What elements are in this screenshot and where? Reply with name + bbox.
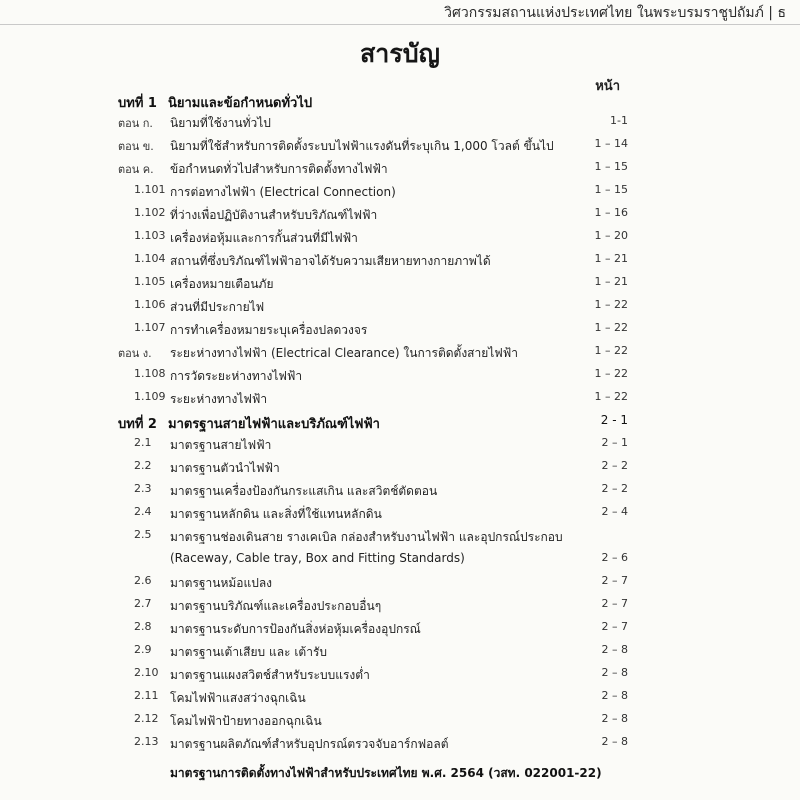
running-title: วิศวกรรมสถานแห่งประเทศไทย ในพระบรมราชูปถัมภ์ | ธ bbox=[444, 5, 786, 21]
toc-row[interactable] bbox=[0, 597, 800, 619]
toc-entry-title: มาตรฐานเต้าเสียบ และ เต้ารับ bbox=[170, 645, 328, 659]
toc-entry-page: 1-1 bbox=[610, 114, 628, 127]
toc-entry-number: ตอน ค. bbox=[118, 163, 154, 176]
toc-chapter-row[interactable] bbox=[0, 92, 800, 114]
toc-entry-page: 1 – 22 bbox=[594, 344, 628, 357]
toc-entry-page: 1 – 14 bbox=[594, 137, 628, 150]
toc-row[interactable] bbox=[0, 666, 800, 688]
toc-row[interactable] bbox=[0, 206, 800, 228]
footer-text: มาตรฐานการติดตั้งทางไฟฟ้าสำหรับประเทศไทย พ.ศ. 2564 (วสท. 022001-22) bbox=[170, 766, 602, 780]
toc-entry-page: 1 – 16 bbox=[594, 206, 628, 219]
toc-entry-page: 2 – 7 bbox=[601, 597, 628, 610]
toc-entry-page: 2 – 8 bbox=[601, 735, 628, 748]
toc-entry-page: 2 – 8 bbox=[601, 666, 628, 679]
toc-entry-title: เครื่องห่อหุ้มและการกั้นส่วนที่มีไฟฟ้า bbox=[170, 231, 358, 245]
toc-row[interactable] bbox=[0, 528, 800, 550]
toc-entry-number: 2.9 bbox=[134, 643, 152, 656]
toc-part-row[interactable] bbox=[0, 160, 800, 182]
toc-entry-title: มาตรฐานตัวนำไฟฟ้า bbox=[170, 461, 280, 475]
toc-entry-title: ระยะห่างทางไฟฟ้า (Electrical Clearance) ในการติดตั้งสายไฟฟ้า bbox=[170, 346, 519, 360]
toc-entry-page: 1 – 21 bbox=[594, 252, 628, 265]
toc-row[interactable] bbox=[0, 275, 800, 297]
toc-entry-number: 1.102 bbox=[134, 206, 166, 219]
toc-row[interactable] bbox=[0, 643, 800, 665]
toc-entry-number: 2.3 bbox=[134, 482, 152, 495]
toc-entry-number: 2.8 bbox=[134, 620, 152, 633]
toc-entry-number: 2.4 bbox=[134, 505, 152, 518]
toc-entry-title: ข้อกำหนดทั่วไปสำหรับการติดตั้งทางไฟฟ้า bbox=[170, 162, 388, 176]
toc-row[interactable] bbox=[0, 252, 800, 274]
toc-entry-number: 2.10 bbox=[134, 666, 159, 679]
toc-entry-title: เครื่องหมายเตือนภัย bbox=[170, 277, 274, 291]
toc-entry-title: ระยะห่างทางไฟฟ้า bbox=[170, 392, 268, 406]
toc-entry-title: มาตรฐานสายไฟฟ้า bbox=[170, 438, 272, 452]
toc-entry-number: 2.7 bbox=[134, 597, 152, 610]
toc-entry-title: มาตรฐานระดับการป้องกันสิ่งห่อหุ้มเครื่องอุปกรณ์ bbox=[170, 622, 421, 636]
toc-part-row[interactable] bbox=[0, 114, 800, 136]
toc-entry-title: มาตรฐานเครื่องป้องกันกระแสเกิน และสวิตช์ตัดตอน bbox=[170, 484, 438, 498]
toc-part-row[interactable] bbox=[0, 137, 800, 159]
toc-entry-number: 1.105 bbox=[134, 275, 166, 288]
toc-row[interactable] bbox=[0, 620, 800, 642]
toc-entry-number: บทที่ 1 bbox=[118, 96, 157, 111]
toc-chapter-row[interactable] bbox=[0, 413, 800, 435]
toc-entry-title: นิยามที่ใช้สำหรับการติดตั้งระบบไฟฟ้าแรงดันที่ระบุเกิน 1,000 โวลต์ ขึ้นไป bbox=[170, 139, 554, 153]
toc-row[interactable] bbox=[0, 229, 800, 251]
toc-entry-page: 2 – 8 bbox=[601, 689, 628, 702]
toc-entry-page: 2 – 7 bbox=[601, 620, 628, 633]
toc-entry-number: 1.107 bbox=[134, 321, 166, 334]
toc-entry-page: 1 – 22 bbox=[594, 298, 628, 311]
toc-entry-title: นิยามที่ใช้งานทั่วไป bbox=[170, 116, 271, 130]
toc-row[interactable] bbox=[0, 712, 800, 734]
toc-entry-title: มาตรฐานผลิตภัณฑ์สำหรับอุปกรณ์ตรวจจับอาร์กฟอลต์ bbox=[170, 737, 449, 751]
toc-entry-page: 2 – 2 bbox=[601, 482, 628, 495]
toc-entry-number: 1.104 bbox=[134, 252, 166, 265]
toc-row[interactable] bbox=[0, 482, 800, 504]
toc-entry-number: 1.109 bbox=[134, 390, 166, 403]
toc-entry-number: 2.1 bbox=[134, 436, 152, 449]
toc-entry-title: โคมไฟฟ้าป้ายทางออกฉุกเฉิน bbox=[170, 714, 322, 728]
toc-entry-number: บทที่ 2 bbox=[118, 417, 157, 432]
toc-entry-page: 1 – 22 bbox=[594, 367, 628, 380]
toc-entry-page: 2 – 2 bbox=[601, 459, 628, 472]
toc-entry-number: ตอน ก. bbox=[118, 117, 153, 130]
page-title: สารบัญ bbox=[360, 39, 440, 68]
toc-entry-number: 1.106 bbox=[134, 298, 166, 311]
toc-entry-number: 2.12 bbox=[134, 712, 159, 725]
toc-entry-title: มาตรฐานช่องเดินสาย รางเคเบิล กล่องสำหรับงานไฟฟ้า และอุปกรณ์ประกอบ bbox=[170, 530, 563, 544]
toc-entry-title: มาตรฐานหลักดิน และสิ่งที่ใช้แทนหลักดิน bbox=[170, 507, 382, 521]
toc-entry-number: 2.13 bbox=[134, 735, 159, 748]
toc-row[interactable] bbox=[0, 183, 800, 205]
toc-row[interactable] bbox=[0, 298, 800, 320]
toc-entry-title: ส่วนที่มีประกายไฟ bbox=[170, 300, 265, 314]
toc-entry-number: 2.11 bbox=[134, 689, 159, 702]
toc-entry-title: การต่อทางไฟฟ้า (Electrical Connection) bbox=[170, 185, 396, 199]
toc-entry-title: มาตรฐานสายไฟฟ้าและบริภัณฑ์ไฟฟ้า bbox=[168, 417, 380, 432]
toc-entry-page: 2 – 1 bbox=[601, 436, 628, 449]
toc-row[interactable] bbox=[0, 367, 800, 389]
toc-entry-page: 2 - 1 bbox=[600, 413, 628, 427]
toc-entry-number: 1.108 bbox=[134, 367, 166, 380]
toc-entry-page: 1 – 21 bbox=[594, 275, 628, 288]
toc-entry-number: ตอน ข. bbox=[118, 140, 154, 153]
toc-entry-page: 2 – 8 bbox=[601, 643, 628, 656]
toc-row[interactable] bbox=[0, 459, 800, 481]
toc-entry-title: มาตรฐานแผงสวิตช์สำหรับระบบแรงต่ำ bbox=[170, 668, 370, 682]
toc-entry-number: 2.6 bbox=[134, 574, 152, 587]
toc-entry-page: 1 – 20 bbox=[594, 229, 628, 242]
toc-row[interactable] bbox=[0, 574, 800, 596]
toc-entry-page: 2 – 8 bbox=[601, 712, 628, 725]
toc-entry-title: การวัดระยะห่างทางไฟฟ้า bbox=[170, 369, 303, 383]
toc-entry-title: (Raceway, Cable tray, Box and Fitting Standards) bbox=[170, 551, 465, 565]
toc-entry-title: มาตรฐานบริภัณฑ์และเครื่องประกอบอื่นๆ bbox=[170, 599, 382, 613]
toc-row[interactable] bbox=[0, 321, 800, 343]
toc-entry-number: 1.101 bbox=[134, 183, 166, 196]
toc-row[interactable] bbox=[0, 735, 800, 757]
toc-row[interactable] bbox=[0, 689, 800, 711]
toc-entry-number: 2.2 bbox=[134, 459, 152, 472]
toc-entry-page: 2 – 6 bbox=[601, 551, 628, 564]
toc-entry-number: 2.5 bbox=[134, 528, 152, 541]
toc-entry-page: 1 – 22 bbox=[594, 321, 628, 334]
toc-entry-page: 2 – 7 bbox=[601, 574, 628, 587]
toc-entry-page: 2 – 4 bbox=[601, 505, 628, 518]
toc-row[interactable] bbox=[0, 551, 800, 573]
toc-row[interactable] bbox=[0, 505, 800, 527]
toc-part-row[interactable] bbox=[0, 344, 800, 366]
toc-row[interactable] bbox=[0, 436, 800, 458]
toc-entry-number: ตอน ง. bbox=[118, 347, 152, 360]
toc-entry-page: 1 – 15 bbox=[594, 160, 628, 173]
toc-entry-page: 1 – 22 bbox=[594, 390, 628, 403]
toc-entry-title: มาตรฐานหม้อแปลง bbox=[170, 576, 273, 590]
toc-row[interactable] bbox=[0, 390, 800, 412]
page-column-heading: หน้า bbox=[595, 79, 620, 94]
toc-entry-title: การทำเครื่องหมายระบุเครื่องปลดวงจร bbox=[170, 323, 368, 337]
toc-entry-title: สถานที่ซึ่งบริภัณฑ์ไฟฟ้าอาจได้รับความเสียหายทางกายภาพได้ bbox=[170, 254, 491, 268]
toc-entry-title: โคมไฟฟ้าแสงสว่างฉุกเฉิน bbox=[170, 691, 306, 705]
toc-entry-title: ที่ว่างเพื่อปฏิบัติงานสำหรับบริภัณฑ์ไฟฟ้า bbox=[170, 208, 378, 222]
toc-entry-page: 1 – 15 bbox=[594, 183, 628, 196]
toc-entry-number: 1.103 bbox=[134, 229, 166, 242]
toc-entry-title: นิยามและข้อกำหนดทั่วไป bbox=[168, 96, 313, 111]
